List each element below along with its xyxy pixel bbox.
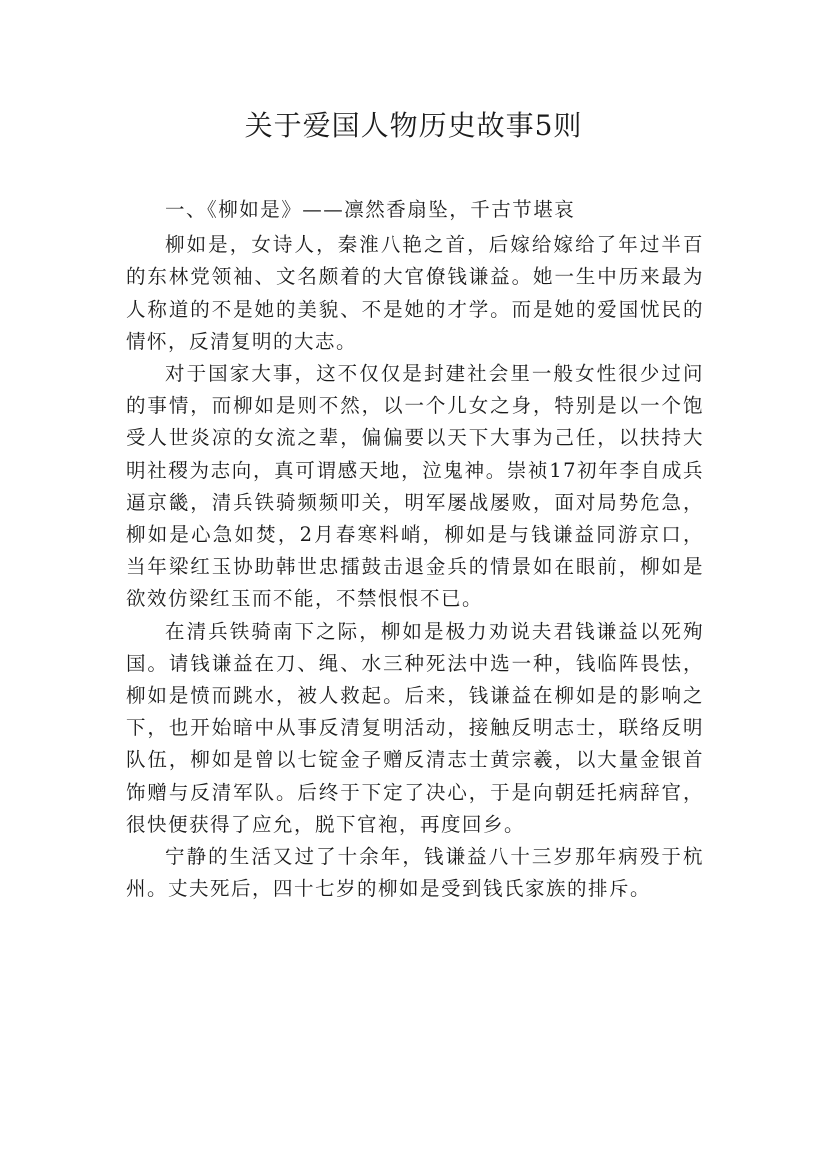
- paragraph: 对于国家大事，这不仅仅是封建社会里一般女性很少过问的事情，而柳如是则不然，以一个儿女之身，特别是以一个饱受人世炎凉的女流之辈，偏偏要以天下大事为己任，以扶持大明社稷为志向，真可谓感天地，泣鬼神。崇祯17初年李自成兵逼京畿，清兵铁骑频频叩关，明军屡战屡败，面对局势危急，柳如是心急如焚，2月春寒料峭，柳如是与钱谦益同游京口，当年梁红玉协助韩世忠擂鼓击退金兵的情景如在眼前，柳如是欲效仿梁红玉而不能，不禁恨恨不已。: [126, 362, 704, 611]
- document-body: [126, 194, 704, 905]
- paragraph: 在清兵铁骑南下之际，柳如是极力劝说夫君钱谦益以死殉国。请钱谦益在刀、绳、水三种死法中选一种，钱临阵畏怯，柳如是愤而跳水，被人救起。后来，钱谦益在柳如是的影响之下，也开始暗中从事反清复明活动，接触反明志士，联络反明队伍，柳如是曾以七锭金子赠反清志士黄宗羲，以大量金银首饰赠与反清军队。后终于下定了决心，于是向朝廷托病辞官，很快便获得了应允，脱下官袍，再度回乡。: [126, 619, 704, 836]
- document-title: 关于爱国人物历史故事5则: [244, 109, 583, 142]
- section-heading: 一、《柳如是》——凛然香扇坠，千古节堪哀: [165, 198, 576, 221]
- paragraph: 柳如是，女诗人，秦淮八艳之首，后嫁给嫁给了年过半百的东林党领袖、文名颇着的大官僚钱谦益。她一生中历来最为人称道的不是她的美貌、不是她的才学。而是她的爱国忧民的情怀，反清复明的大志。: [126, 233, 704, 353]
- paragraph: 宁静的生活又过了十余年，钱谦益八十三岁那年病殁于杭州。丈夫死后，四十七岁的柳如是受到钱氏家族的排斥。: [126, 845, 704, 901]
